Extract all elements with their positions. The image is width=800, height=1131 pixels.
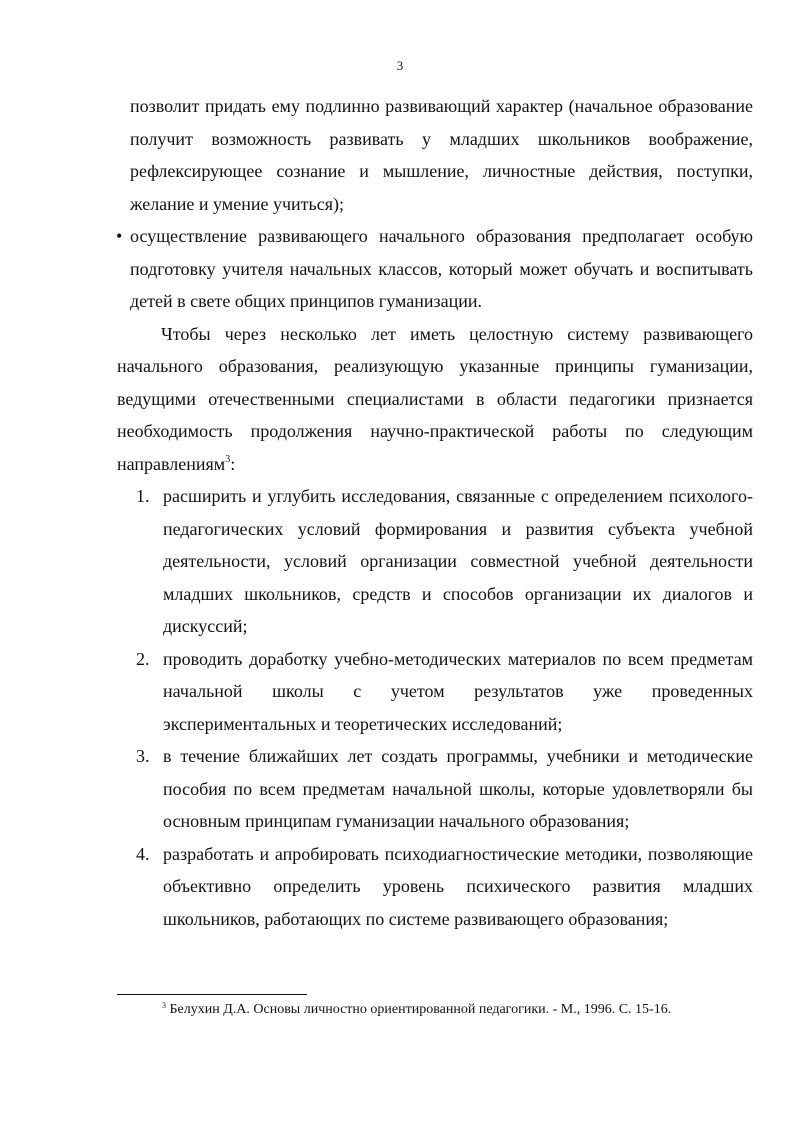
footnote-divider xyxy=(117,994,307,995)
footnote xyxy=(162,1001,671,1019)
body-paragraph-text: Чтобы через несколько лет иметь целостную систему развивающего начального образования, реализующую указанные принципы гуманизации, ведущими отечественными специалистами в области педагогики признается необходимость продолжения научно-практической работы по следующим направлениям xyxy=(117,323,753,474)
numbered-list xyxy=(117,480,753,935)
list-item-number: 4. xyxy=(136,843,150,864)
list-item-number: 1. xyxy=(136,486,150,506)
list-item xyxy=(117,838,753,936)
list-item xyxy=(117,643,753,741)
footnote-ref[interactable]: 3 xyxy=(225,453,231,465)
page-number: 3 xyxy=(396,58,404,73)
list-item-text: разработать и апробировать психодиагностические методики, позволяющие объективно определить уровень психического развития младших школьников, работающих по системе развивающего образования; xyxy=(163,843,753,929)
list-item-text: в течение ближайших лет создать программы, учебники и методические пособия по всем предметам начальной школы, которые удовлетворяли бы основным принципам гуманизации начального образования; xyxy=(163,746,753,831)
list-item xyxy=(117,480,753,643)
body-paragraph-end: : xyxy=(230,453,236,474)
continuation-paragraph: позволит придать ему подлинно развивающий характер (начальное образование получит возможность развивать у младших школьников воображение, рефлексирующее сознание и мышление, личностные действия, поступки, желание и умение учиться); xyxy=(130,96,753,214)
footnote-mark: 3 xyxy=(162,1001,166,1010)
list-item-text: проводить доработку учебно-методических материалов по всем предметам начальной школы с учетом результатов уже проведенных экспериментальных и теоретических исследований; xyxy=(163,648,753,734)
body-paragraph xyxy=(117,318,753,481)
list-item-number: 2. xyxy=(136,648,150,669)
footnote-text: Белухин Д.А. Основы личностно ориентированной педагогики. - М., 1996. С. 15-16. xyxy=(166,1002,672,1017)
list-item-text: расширить и углубить исследования, связанные с определением психолого-педагогических условий формирования и развития субъекта учебной деятельности, условий организации совместной учебной деятельности младших школьников, средств и способов организации их диалогов и дискуссий; xyxy=(163,486,753,636)
bullet-item xyxy=(117,220,753,318)
bullet-item-text: осуществление развивающего начального образования предполагает особую подготовку учителя начальных классов, который может обучать и воспитывать детей в свете общих принципов гуманизации. xyxy=(130,226,753,311)
bullet-icon: • xyxy=(116,226,123,246)
list-item xyxy=(117,740,753,838)
body-text xyxy=(117,90,753,935)
list-item-number: 3. xyxy=(136,746,150,766)
